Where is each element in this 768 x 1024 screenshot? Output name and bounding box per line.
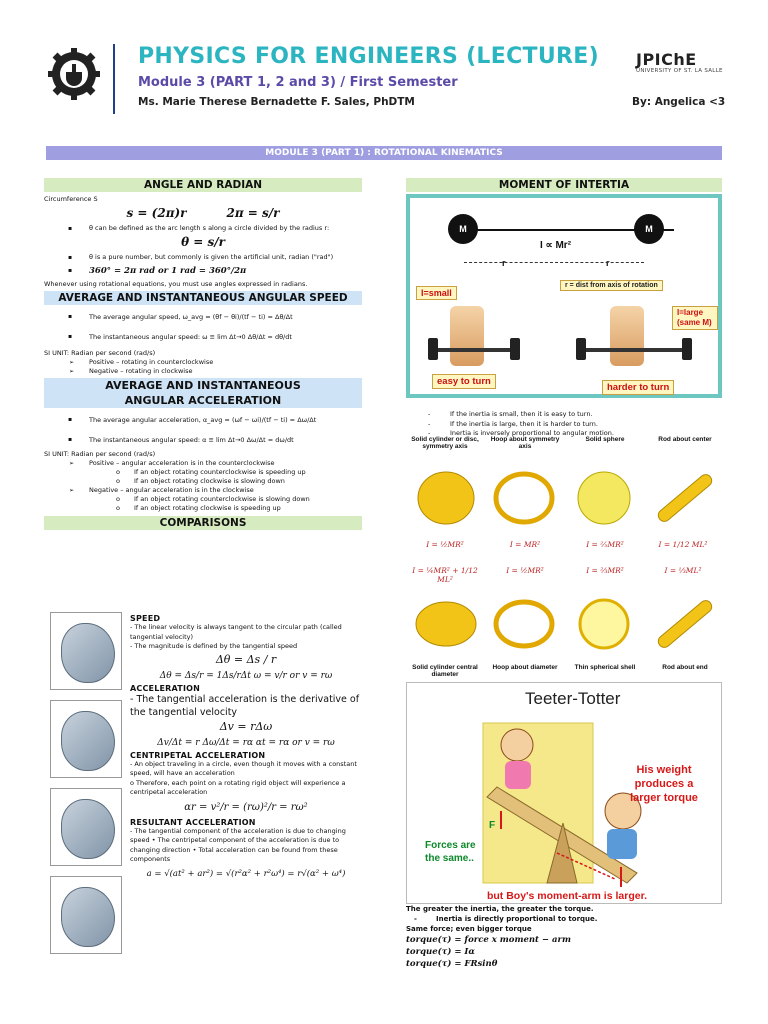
mass-left: M [448,214,478,244]
accel-positive-case-2: o If an object rotating clockwise is slowing down [44,477,362,486]
page-subtitle: Module 3 (PART 1, 2 and 3) / First Semester [138,75,458,90]
torque-equation-2: torque(τ) = Iα [406,947,475,957]
speed-subheading: SPEED [130,614,161,623]
accel-negative: ➢ Negative – angular acceleration is in the clockwise [44,486,362,495]
acceleration-subheading: ACCELERATION [130,683,201,693]
forces-same-note: Forces are the same.. [425,840,476,864]
moment-arm-note: but Boy's moment-arm is larger. [486,890,648,902]
speed-positive: ➢ Positive – rotating in counterclockwise [44,358,362,367]
shape-label: Hoop about diameter [492,664,558,671]
speed-note-2: - The magnitude is defined by the tangential speed [130,642,298,650]
torque-note-3: Same force; even bigger torque [406,925,532,933]
mass-right: M [634,214,664,244]
resultant-equation: a = √(at² + ar²) = √(r²α² + r²ω⁴) = r√(α² + ω⁴) [146,868,346,879]
centripetal-equation: αr = v²/r = (rω)²/r = rω² [184,801,308,813]
gear-flask-logo-icon [48,48,100,100]
moment-of-inertia-illustration [406,194,722,398]
comparison-figures [44,612,126,962]
rod-shape [656,472,714,524]
girl-head [501,729,533,761]
org-logo-text: JPIChE [636,50,697,69]
his-weight-note: His weight produces a larger torque [630,764,698,804]
shape-label: Solid sphere [585,436,625,443]
equation-s: s = (2π)r [126,206,187,220]
bullet-instant-speed: ▪ The instantaneous angular speed: ω ≡ lim Δt→0 Δθ/Δt = dθ/dt [44,331,362,343]
inertia-formula: I = ⅖MR² [586,540,624,549]
speed-equation-2: Δθ = Δs/r = 1Δs/rΔt ω = v/r or v = rω [159,670,333,681]
torque-notes [406,904,722,970]
moment-of-inertia-table [406,436,722,680]
section-heading-angle: ANGLE AND RADIAN [44,178,362,192]
easy-to-turn-tag: easy to turn [432,374,496,389]
torque-equation-3: torque(τ) = FRsinθ [406,959,498,969]
inertia-notes [420,410,720,439]
centripetal-subheading: CENTRIPETAL ACCELERATION [130,750,266,760]
inertia-note-1: - If the inertia is small, then it is easy to turn. [420,410,720,420]
bullet-instant-accel: ▪ The instantaneous angular speed: α ≡ lim Δt→0 Δω/Δt = dω/dt [44,434,362,446]
accel-negative-case-1: o If an object rotating counterclockwise is slowing down [44,495,362,504]
shape-label: Rod about center [658,436,712,443]
solid-sphere-shape [578,472,630,524]
section-heading-moment-of-inertia: MOMENT OF INTERTIA [406,178,722,192]
short-barbell [430,348,520,352]
speed-equation-1: Δθ = Δs / r [215,652,277,666]
shape-label: Solid cylinder central diameter [412,664,478,678]
bullet-pure-number: ▪ θ is a pure number, but commonly is given the artificial unit, radian ("rad") [44,253,362,262]
shape-label: Solid cylinder or disc, symmetry axis [411,436,479,450]
comparison-notes [130,614,362,883]
large-inertia-tag: I=large (same M) [672,306,718,330]
torque-note-1: The greater the inertia, the greater the torque. [406,905,594,913]
rigid-body-figure [50,876,122,954]
rigid-body-shape [61,711,115,771]
barbell-plate [428,338,438,360]
hoop-shape [496,602,552,646]
solid-cylinder-shape [416,602,476,646]
section-heading-acceleration: AVERAGE AND INSTANTANEOUS ANGULAR ACCELERATION [44,378,362,408]
illustration-canvas [410,198,718,394]
centripetal-note-1: - An object traveling in a circle, even though it moves with a constant speed, will have an acceleration [130,759,357,777]
speed-si-unit: SI UNIT: Radian per second (rad/s) [44,349,156,357]
bullet-average-accel: ▪ The average angular acceleration, α_avg = (ωf − ωi)/(tf − ti) = Δω/Δt [44,414,362,426]
inertia-formula: I = MR² [509,540,541,549]
hoop-shape [496,474,552,522]
accel-negative-case-2: o If an object rotating clockwise is speeding up [44,504,362,513]
boy-body [607,829,637,859]
accel-si-unit: SI UNIT: Radian per second (rad/s) [44,450,156,458]
inertia-shapes-bottom [406,592,722,658]
inertia-formula: I = ½MR² [506,566,544,575]
inertia-note-3: - Inertia is inversely proportional to angular motion. [420,429,720,439]
acceleration-equation-2: Δv/Δt = r Δω/Δt = rα αt = rα or v = rω [157,737,335,748]
weightlifter-figure [610,306,644,366]
teeter-totter-illustration [406,682,722,904]
acceleration-note: - The tangential acceleration is the derivative of the tangential velocity [130,693,360,718]
resultant-subheading: RESULTANT ACCELERATION [130,817,256,827]
section-heading-comparisons: COMPARISONS [44,516,362,530]
small-inertia-tag: I=small [416,286,457,300]
circumference-label: Circumference S [44,195,98,203]
girl-body [505,761,531,789]
left-column [44,178,362,530]
speed-note-1: - The linear velocity is always tangent to the circular path (called tangential velocity) [130,623,342,641]
spherical-shell-shape [580,600,628,648]
rigid-body-figure [50,612,122,690]
radius-definition: r = dist from axis of rotation [560,280,663,291]
radius-line [464,262,644,263]
torque-equation-1: torque(τ) = force x moment − arm [406,935,571,945]
rigid-body-shape [61,799,115,859]
rigid-body-shape [61,887,115,947]
bullet-conversion: ▪ 360° = 2π rad or 1 rad = 360°/2π [44,264,362,278]
circumference-equations [44,204,362,224]
inertia-formula: I = ½MR² [426,540,464,549]
barbell-plate [682,338,692,360]
barbell-plate [576,338,586,360]
inertia-note-2: - If the inertia is large, then it is harder to turn. [420,420,720,430]
acceleration-equation-1: Δv = rΔω [219,719,273,733]
equation-2pi: 2π = s/r [226,206,280,220]
resultant-note: - The tangential component of the acceleration is due to changing speed • The centripetal component of the acceleration is due to changing direction • Total acceleration can be found from these components [130,826,346,863]
solid-cylinder-shape [418,472,474,524]
rod-shape [656,598,714,650]
rigid-body-figure [50,700,122,778]
right-column [406,178,722,192]
rigid-body-figure [50,788,122,866]
equation-theta: θ = s/r [181,235,225,249]
byline: By: Angelica <3 [632,96,726,108]
teeter-title: Teeter-Totter [525,689,621,708]
centripetal-note-2: o Therefore, each point on a rotating rigid object will experience a centripetal acceleration [130,778,346,796]
shape-label: Thin spherical shell [574,664,636,671]
inertia-formula: I = ⅔MR² [586,566,624,575]
radius-right: r [606,258,610,268]
inertia-formula: I = 1/12 ML² [658,540,708,549]
harder-to-turn-tag: harder to turn [602,380,674,395]
force-label: F [489,820,496,831]
page-title: PHYSICS FOR ENGINEERS (LECTURE) [138,44,599,69]
inertia-formula: I = ¼MR² + 1/12 ML² [412,566,478,584]
author-name: Ms. Marie Therese Bernadette F. Sales, PhDTM [138,96,415,108]
accel-positive: ➢ Positive – angular acceleration is in the counterclockwise [44,459,362,468]
header-divider [113,44,115,114]
inertia-shapes-top [406,464,722,534]
speed-negative: ➢ Negative – rotating in clockwise [44,367,362,376]
shape-label: Hoop about symmetry axis [490,436,560,450]
module-banner: MODULE 3 (PART 1) : ROTATIONAL KINEMATICS [46,146,722,160]
org-subtitle: UNIVERSITY OF ST. LA SALLE [636,68,723,74]
rigid-body-shape [61,623,115,683]
weightlifter-figure [450,306,484,366]
document-header [0,0,768,130]
torque-note-2: - Inertia is directly proportional to torque. [406,914,722,924]
bullet-theta-def: ▪ θ can be defined as the arc length s along a circle divided by the radius r: [44,224,362,233]
radius-left: r [502,258,506,268]
inertia-relation: I ∝ Mr² [540,240,572,251]
accel-positive-case-1: o If an object rotating counterclockwise is speeding up [44,468,362,477]
radians-note: Whenever using rotational equations, you must use angles expressed in radians. [44,280,308,288]
long-barbell [578,348,690,352]
inertia-formula: I = ⅓ML² [664,566,702,575]
barbell-plate [510,338,520,360]
bullet-average-speed: ▪ The average angular speed, ω_avg = (θf − θi)/(tf − ti) = Δθ/Δt [44,311,362,323]
shape-label: Rod about end [662,664,708,671]
section-heading-speed: AVERAGE AND INSTANTANEOUS ANGULAR SPEED [44,291,362,305]
